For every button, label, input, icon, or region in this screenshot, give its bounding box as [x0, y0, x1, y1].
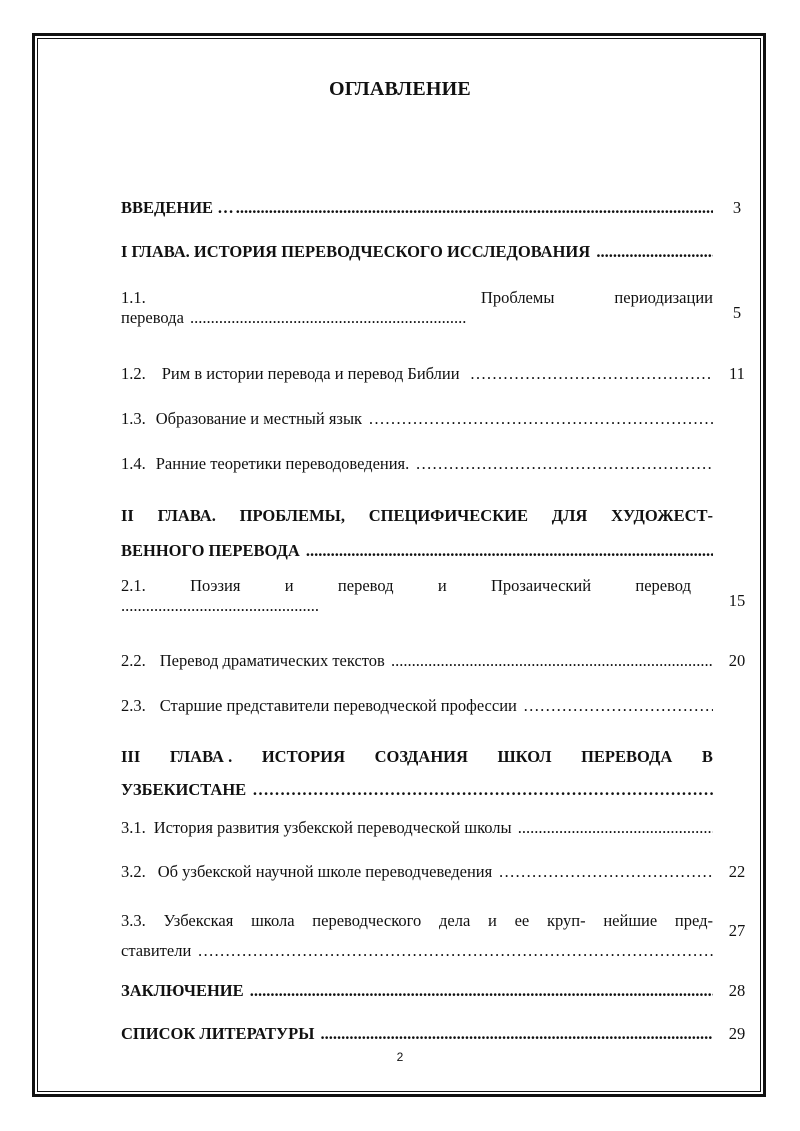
dot-leader [190, 308, 466, 328]
toc-entry-chapter-3[interactable]: III ГЛАВА . ИСТОРИЯ СОЗДАНИЯ ШКОЛ ПЕРЕВОДА В УЗБЕКИСТАНЕ …………………………………………………………………………………………………………………………………………………………… [121, 740, 713, 806]
toc-entry-3-2[interactable]: 3.2. Об узбекской научной школе переводчеведения …………………………………………………………………………………………………………………………………………………………… [121, 862, 713, 882]
dot-leader [368, 409, 713, 429]
dot-leader [596, 242, 713, 262]
toc-page-number: 27 [728, 921, 746, 940]
toc-entry-conclusion[interactable]: ЗАКЛЮЧЕНИЕ ..... [121, 981, 713, 1001]
toc-page-number: 11 [729, 364, 745, 383]
toc-entry-chapter-2[interactable]: II ГЛАВА. ПРОБЛЕМЫ, СПЕЦИФИЧЕСКИЕ ДЛЯ ХУДОЖЕСТ- ВЕННОГО ПЕРЕВОДА ..... [121, 498, 713, 568]
toc-entry-introduction[interactable]: ВВЕДЕНИЕ … ..... [121, 198, 713, 218]
dot-leader [498, 862, 713, 882]
dot-leader [236, 198, 713, 218]
toc-entry-2-3[interactable]: 2.3. Старшие представители переводческой профессии …………………………………………………………………………………………………………………………………………………………… [121, 696, 713, 716]
toc-entry-1-2[interactable]: 1.2. Рим в истории перевода и перевод Библии …………………………………………………………………………………………………………………………………………………………… [121, 364, 713, 384]
dot-leader [391, 651, 713, 671]
dot-leader [470, 364, 713, 384]
toc-entry-1-3[interactable]: 1.3. Образование и местный язык …………………………………………………………………………………………………………………………………………………………… [121, 409, 713, 429]
toc-page-number: 5 [732, 303, 742, 322]
dot-leader [306, 533, 713, 568]
toc-page-number: 3 [732, 198, 742, 217]
toc-entry-chapter-1[interactable]: I ГЛАВА. ИСТОРИЯ ПЕРЕВОДЧЕСКОГО ИССЛЕДОВАНИЯ ..... [121, 242, 713, 262]
dot-leader [518, 818, 713, 838]
toc-page-number: 22 [728, 862, 746, 881]
dot-leader [523, 696, 713, 716]
toc-entry-3-1[interactable]: 3.1. История развития узбекской переводческой школы ..... [121, 818, 713, 838]
footer-page-number: 2 [396, 1050, 404, 1064]
toc-page-number: 28 [728, 981, 746, 1000]
toc-entry-2-2[interactable]: 2.2. Перевод драматических текстов ..... [121, 651, 713, 671]
dot-leader [121, 596, 319, 616]
toc-page-number: 29 [728, 1024, 746, 1043]
toc-entry-1-4[interactable]: 1.4. Ранние теоретики переводоведения. …………………………………………………………………………………………………………………………………………………………… [121, 454, 713, 474]
dot-leader [197, 936, 713, 966]
toc-entry-bibliography[interactable]: СПИСОК ЛИТЕРАТУРЫ ..... [121, 1024, 713, 1044]
dot-leader [415, 454, 713, 474]
dot-leader [250, 981, 713, 1001]
toc-entry-1-1[interactable]: 1.1. Проблемы периодизации перевода ..... [121, 288, 713, 328]
toc-page-number: 15 [728, 591, 746, 610]
toc-page-number: 20 [728, 651, 746, 670]
toc-entry-3-3[interactable]: 3.3. Узбекская школа переводческого дела и ее круп- нейшие пред- ставители …………………………………………………………………………………………………………………………………………………………… [121, 906, 713, 966]
toc-entry-2-1[interactable]: 2.1. Поэзия и перевод и Прозаический перевод ..... [121, 576, 691, 616]
dot-leader [321, 1024, 713, 1044]
page-title: ОГЛАВЛЕНИЕ [329, 78, 471, 100]
dot-leader [252, 773, 713, 806]
